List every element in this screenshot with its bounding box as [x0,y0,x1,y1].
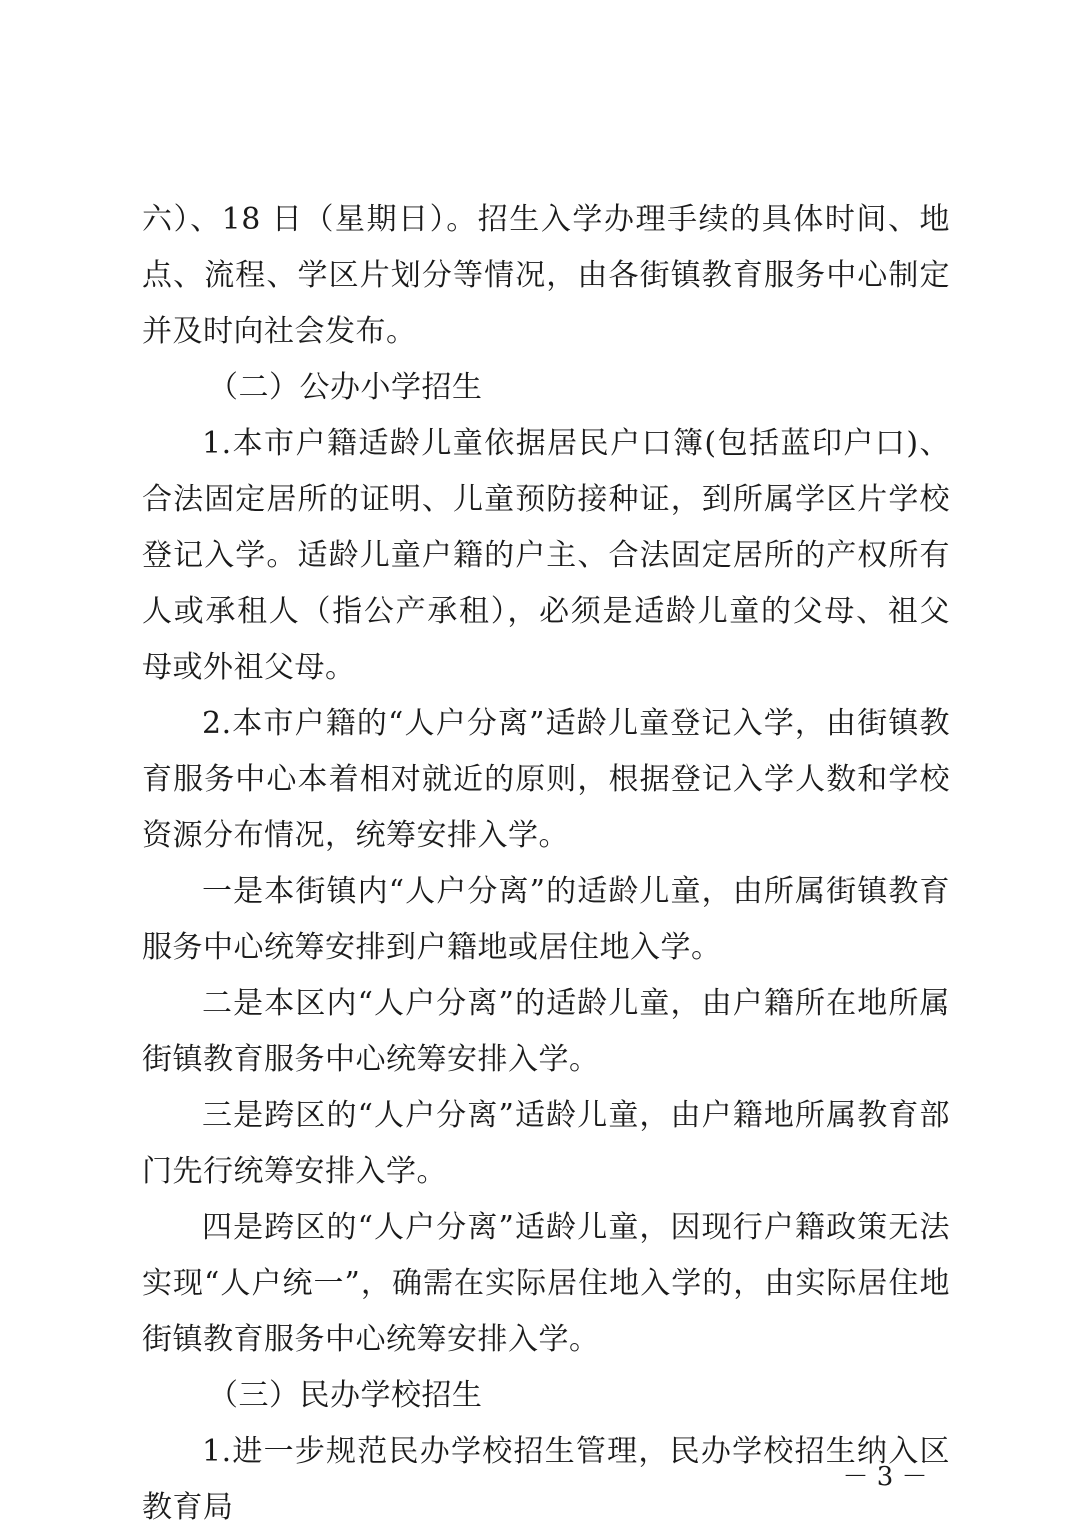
paragraph-separated-hukou: 2.本市户籍的“人户分离”适龄儿童登记入学，由街镇教育服务中心本着相对就近的原则，根据登记入学人数和学校资源分布情况，统筹安排入学。 [142,706,950,853]
paragraph-private-admission: 1.进一步规范民办学校招生管理，民办学校招生纳入区教育局 [142,1434,950,1525]
section-heading-public-primary: （二）公办小学招生 [208,370,483,405]
paragraph-local-hukou: 1.本市户籍适龄儿童依据居民户口簿(包括蓝印户口)、合法固定居所的证明、儿童预防接种证，到所属学区片学校登记入学。适龄儿童户籍的户主、合法固定居所的产权所有人或承租人（指公产承租），必须是适龄儿童的父母、祖父母或外祖父母。 [142,426,950,685]
document-body [142,192,950,1536]
paragraph-case-three: 三是跨区的“人户分离”适龄儿童，由户籍地所属教育部门先行统筹安排入学。 [142,1098,950,1189]
page-number: － 3 － [842,1462,928,1492]
paragraph-case-one: 一是本街镇内“人户分离”的适龄儿童，由所属街镇教育服务中心统筹安排到户籍地或居住地入学。 [142,874,950,965]
paragraph-continuation: 六）、18 日（星期日）。招生入学办理手续的具体时间、地点、流程、学区片划分等情况，由各街镇教育服务中心制定并及时向社会发布。 [142,202,950,349]
section-heading-private-schools: （三）民办学校招生 [208,1378,483,1413]
paragraph-case-two: 二是本区内“人户分离”的适龄儿童，由户籍所在地所属街镇教育服务中心统筹安排入学。 [142,986,950,1077]
paragraph-case-four: 四是跨区的“人户分离”适龄儿童，因现行户籍政策无法实现“人户统一”，确需在实际居住地入学的，由实际居住地街镇教育服务中心统筹安排入学。 [142,1210,950,1357]
